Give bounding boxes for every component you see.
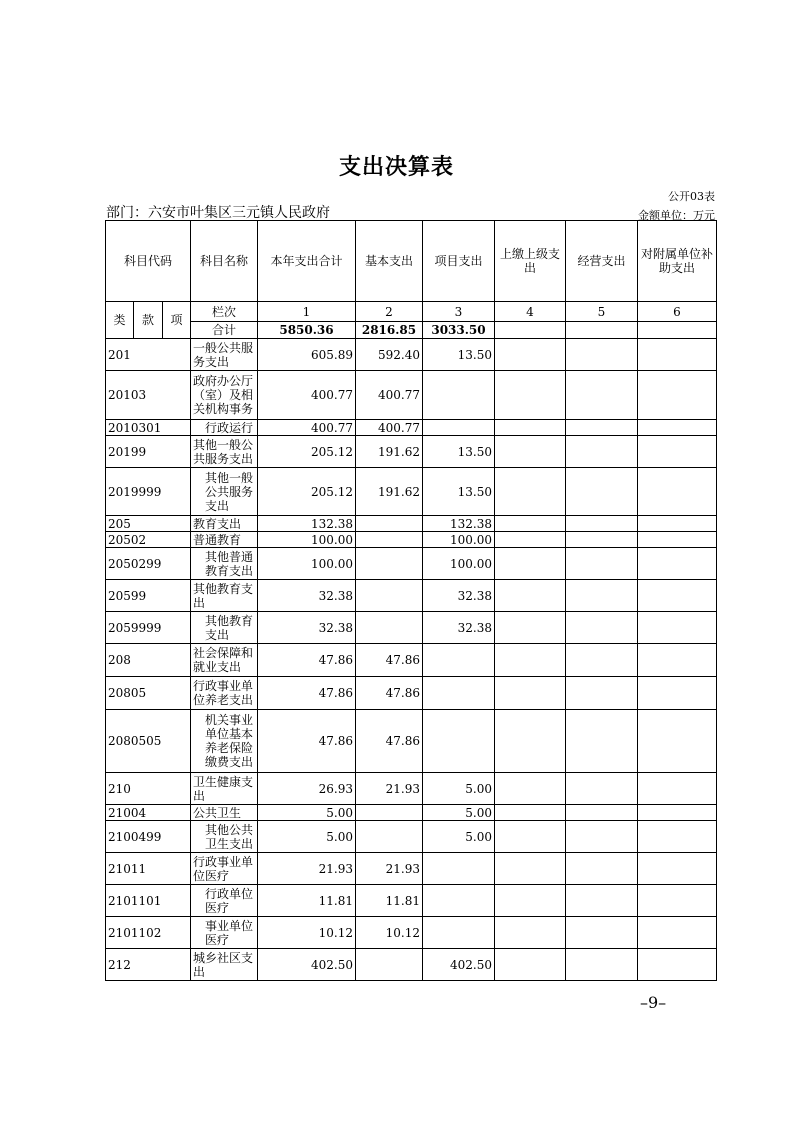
row-total: 132.38 <box>258 516 356 532</box>
row-business <box>566 339 638 371</box>
table-row <box>106 339 717 371</box>
total-row-basic: 2816.85 <box>356 322 423 339</box>
row-subsidy <box>638 420 717 436</box>
row-code: 20502 <box>106 532 191 548</box>
row-basic: 47.86 <box>356 677 423 710</box>
row-business <box>566 773 638 805</box>
row-code: 21004 <box>106 805 191 821</box>
row-project: 5.00 <box>423 821 495 853</box>
row-name: 城乡社区支出 <box>191 949 258 981</box>
col-index-2: 2 <box>356 302 423 322</box>
row-remit <box>495 580 566 612</box>
col-index-1: 1 <box>258 302 356 322</box>
row-code: 2050299 <box>106 548 191 580</box>
row-remit <box>495 885 566 917</box>
row-subsidy <box>638 677 717 710</box>
row-remit <box>495 644 566 677</box>
row-basic <box>356 532 423 548</box>
row-total: 400.77 <box>258 420 356 436</box>
row-project: 132.38 <box>423 516 495 532</box>
row-name: 其他教育支出 <box>191 580 258 612</box>
row-remit <box>495 339 566 371</box>
row-project: 13.50 <box>423 468 495 516</box>
row-total: 5.00 <box>258 821 356 853</box>
expenditure-table <box>105 220 717 981</box>
row-business <box>566 420 638 436</box>
row-business <box>566 677 638 710</box>
row-business <box>566 949 638 981</box>
table-row <box>106 853 717 885</box>
row-remit <box>495 710 566 773</box>
row-total: 47.86 <box>258 644 356 677</box>
header-kuan: 款 <box>134 302 163 339</box>
table-row <box>106 532 717 548</box>
row-business <box>566 371 638 420</box>
row-remit <box>495 917 566 949</box>
table-row <box>106 885 717 917</box>
row-business <box>566 468 638 516</box>
table-row <box>106 949 717 981</box>
form-number: 公开03表 <box>668 190 715 203</box>
row-total: 402.50 <box>258 949 356 981</box>
row-name: 事业单位医疗 <box>191 917 258 949</box>
row-remit <box>495 821 566 853</box>
row-basic <box>356 805 423 821</box>
header-lei: 类 <box>106 302 134 339</box>
row-project: 100.00 <box>423 532 495 548</box>
row-project <box>423 917 495 949</box>
row-total: 5.00 <box>258 805 356 821</box>
row-business <box>566 436 638 468</box>
row-subsidy <box>638 516 717 532</box>
row-project: 402.50 <box>423 949 495 981</box>
table-row <box>106 805 717 821</box>
row-code: 212 <box>106 949 191 981</box>
row-code: 2101102 <box>106 917 191 949</box>
total-row-project: 3033.50 <box>423 322 495 339</box>
row-total: 10.12 <box>258 917 356 949</box>
header-project: 项目支出 <box>423 221 495 302</box>
total-row-subsidy <box>638 322 717 339</box>
row-code: 20805 <box>106 677 191 710</box>
row-name: 其他一般公共服务支出 <box>191 468 258 516</box>
row-total: 400.77 <box>258 371 356 420</box>
row-business <box>566 710 638 773</box>
row-code: 20103 <box>106 371 191 420</box>
row-total: 605.89 <box>258 339 356 371</box>
row-remit <box>495 949 566 981</box>
row-project <box>423 644 495 677</box>
row-project: 5.00 <box>423 805 495 821</box>
header-remit: 上缴上级支出 <box>495 221 566 302</box>
row-subsidy <box>638 371 717 420</box>
row-name: 行政运行 <box>191 420 258 436</box>
row-remit <box>495 677 566 710</box>
row-name: 行政事业单位医疗 <box>191 853 258 885</box>
row-basic <box>356 516 423 532</box>
total-row-remit <box>495 322 566 339</box>
row-basic: 47.86 <box>356 710 423 773</box>
row-basic: 400.77 <box>356 420 423 436</box>
row-subsidy <box>638 710 717 773</box>
row-subsidy <box>638 949 717 981</box>
row-basic <box>356 949 423 981</box>
header-lanci: 栏次 <box>191 302 258 322</box>
row-project: 32.38 <box>423 580 495 612</box>
row-subsidy <box>638 853 717 885</box>
row-remit <box>495 468 566 516</box>
row-business <box>566 516 638 532</box>
row-project <box>423 677 495 710</box>
row-basic: 400.77 <box>356 371 423 420</box>
row-total: 205.12 <box>258 468 356 516</box>
table-row <box>106 580 717 612</box>
row-basic: 191.62 <box>356 436 423 468</box>
row-basic <box>356 580 423 612</box>
row-name: 社会保障和就业支出 <box>191 644 258 677</box>
row-basic: 10.12 <box>356 917 423 949</box>
row-basic <box>356 548 423 580</box>
row-name: 机关事业单位基本养老保险缴费支出 <box>191 710 258 773</box>
row-basic: 21.93 <box>356 773 423 805</box>
row-remit <box>495 436 566 468</box>
col-index-3: 3 <box>423 302 495 322</box>
department-label: 部门：六安市叶集区三元镇人民政府 <box>106 205 330 221</box>
row-project: 32.38 <box>423 612 495 644</box>
table-row <box>106 516 717 532</box>
table-row <box>106 710 717 773</box>
row-business <box>566 885 638 917</box>
table-row <box>106 773 717 805</box>
table-row <box>106 644 717 677</box>
row-name: 行政单位医疗 <box>191 885 258 917</box>
row-project <box>423 885 495 917</box>
row-remit <box>495 532 566 548</box>
row-total: 26.93 <box>258 773 356 805</box>
row-basic <box>356 821 423 853</box>
page-number: –9– <box>640 993 667 1012</box>
row-code: 2101101 <box>106 885 191 917</box>
header-total: 本年支出合计 <box>258 221 356 302</box>
row-name: 教育支出 <box>191 516 258 532</box>
row-remit <box>495 612 566 644</box>
header-basic: 基本支出 <box>356 221 423 302</box>
col-index-5: 5 <box>566 302 638 322</box>
row-remit <box>495 853 566 885</box>
table-row <box>106 371 717 420</box>
table-row <box>106 821 717 853</box>
table-row <box>106 420 717 436</box>
table-row <box>106 612 717 644</box>
header-subsidy: 对附属单位补助支出 <box>638 221 717 302</box>
row-business <box>566 917 638 949</box>
row-project <box>423 420 495 436</box>
row-subsidy <box>638 436 717 468</box>
row-total: 100.00 <box>258 548 356 580</box>
header-code: 科目代码 <box>106 221 191 302</box>
row-project: 5.00 <box>423 773 495 805</box>
row-basic <box>356 612 423 644</box>
row-name: 其他普通教育支出 <box>191 548 258 580</box>
row-code: 2080505 <box>106 710 191 773</box>
row-code: 205 <box>106 516 191 532</box>
row-basic: 47.86 <box>356 644 423 677</box>
row-name: 政府办公厅（室）及相关机构事务 <box>191 371 258 420</box>
row-remit <box>495 805 566 821</box>
row-remit <box>495 548 566 580</box>
page-title: 支出决算表 <box>338 155 454 180</box>
col-index-4: 4 <box>495 302 566 322</box>
header-xiang: 项 <box>163 302 191 339</box>
row-remit <box>495 420 566 436</box>
row-code: 2010301 <box>106 420 191 436</box>
row-name: 普通教育 <box>191 532 258 548</box>
row-business <box>566 532 638 548</box>
row-subsidy <box>638 468 717 516</box>
row-subsidy <box>638 532 717 548</box>
row-total: 100.00 <box>258 532 356 548</box>
row-total: 205.12 <box>258 436 356 468</box>
row-business <box>566 805 638 821</box>
row-total: 21.93 <box>258 853 356 885</box>
row-subsidy <box>638 773 717 805</box>
row-basic: 21.93 <box>356 853 423 885</box>
row-code: 208 <box>106 644 191 677</box>
row-total: 32.38 <box>258 612 356 644</box>
row-code: 2019999 <box>106 468 191 516</box>
row-total: 47.86 <box>258 710 356 773</box>
row-project: 13.50 <box>423 339 495 371</box>
unit-label: 金额单位：万元 <box>638 209 715 222</box>
table-row <box>106 468 717 516</box>
total-row-label: 合计 <box>191 322 258 339</box>
row-remit <box>495 773 566 805</box>
row-subsidy <box>638 885 717 917</box>
row-remit <box>495 371 566 420</box>
row-basic: 11.81 <box>356 885 423 917</box>
row-code: 201 <box>106 339 191 371</box>
row-subsidy <box>638 805 717 821</box>
row-name: 一般公共服务支出 <box>191 339 258 371</box>
row-project: 100.00 <box>423 548 495 580</box>
row-remit <box>495 516 566 532</box>
row-code: 20199 <box>106 436 191 468</box>
row-project: 13.50 <box>423 436 495 468</box>
total-row-business <box>566 322 638 339</box>
row-total: 11.81 <box>258 885 356 917</box>
row-name: 其他公共卫生支出 <box>191 821 258 853</box>
row-subsidy <box>638 339 717 371</box>
total-row-total: 5850.36 <box>258 322 356 339</box>
row-business <box>566 548 638 580</box>
table-row <box>106 677 717 710</box>
header-business: 经营支出 <box>566 221 638 302</box>
row-business <box>566 580 638 612</box>
row-name: 其他教育支出 <box>191 612 258 644</box>
row-subsidy <box>638 917 717 949</box>
row-name: 其他一般公共服务支出 <box>191 436 258 468</box>
row-project <box>423 853 495 885</box>
row-business <box>566 853 638 885</box>
row-name: 卫生健康支出 <box>191 773 258 805</box>
row-total: 47.86 <box>258 677 356 710</box>
row-basic: 191.62 <box>356 468 423 516</box>
row-business <box>566 821 638 853</box>
row-total: 32.38 <box>258 580 356 612</box>
row-code: 2100499 <box>106 821 191 853</box>
row-basic: 592.40 <box>356 339 423 371</box>
row-project <box>423 710 495 773</box>
row-code: 21011 <box>106 853 191 885</box>
table-row <box>106 917 717 949</box>
table-row <box>106 436 717 468</box>
row-code: 210 <box>106 773 191 805</box>
row-code: 20599 <box>106 580 191 612</box>
row-subsidy <box>638 580 717 612</box>
row-subsidy <box>638 548 717 580</box>
row-name: 行政事业单位养老支出 <box>191 677 258 710</box>
col-index-6: 6 <box>638 302 717 322</box>
row-project <box>423 371 495 420</box>
row-name: 公共卫生 <box>191 805 258 821</box>
row-code: 2059999 <box>106 612 191 644</box>
table-row <box>106 548 717 580</box>
row-business <box>566 644 638 677</box>
row-subsidy <box>638 612 717 644</box>
row-subsidy <box>638 644 717 677</box>
header-name: 科目名称 <box>191 221 258 302</box>
row-subsidy <box>638 821 717 853</box>
row-business <box>566 612 638 644</box>
